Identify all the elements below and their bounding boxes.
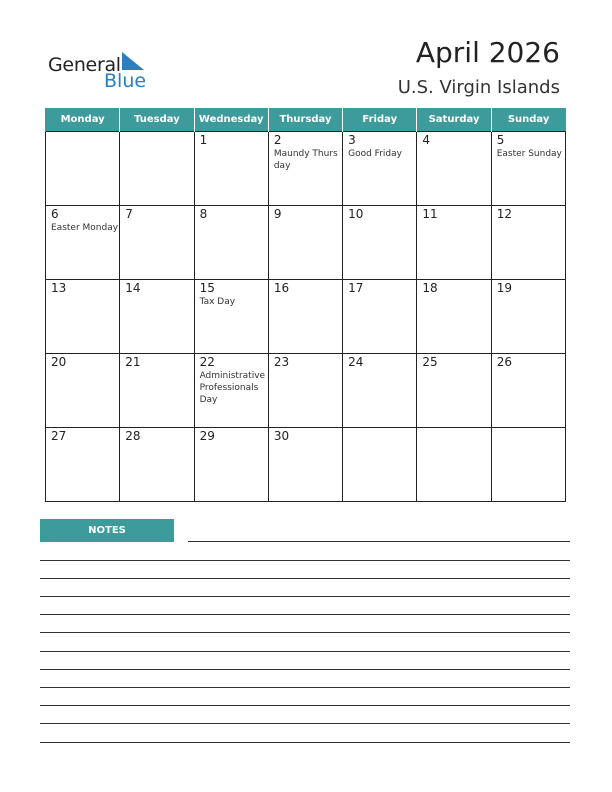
notes-line[interactable] xyxy=(40,578,570,579)
week-row xyxy=(46,428,566,502)
day-number: 11 xyxy=(422,207,438,221)
weekday-header: Friday xyxy=(343,108,417,132)
notes-line[interactable] xyxy=(40,596,570,597)
notes-line[interactable] xyxy=(188,541,570,542)
notes-line[interactable] xyxy=(40,651,570,652)
calendar-grid xyxy=(45,108,566,502)
holiday-label: Tax Day xyxy=(199,297,236,307)
day-cell xyxy=(491,354,565,428)
day-cell xyxy=(268,280,342,354)
notes-line[interactable] xyxy=(40,614,570,615)
day-number: 19 xyxy=(496,281,512,295)
day-cell xyxy=(120,354,194,428)
weekday-header: Saturday xyxy=(417,108,491,132)
holiday-label: Good Friday xyxy=(348,149,402,159)
notes-line[interactable] xyxy=(40,687,570,688)
notes-line[interactable] xyxy=(40,723,570,724)
day-number: 1 xyxy=(199,133,208,147)
day-cell xyxy=(343,280,417,354)
day-cell xyxy=(268,354,342,428)
day-number: 26 xyxy=(496,355,512,369)
day-cell xyxy=(194,428,268,502)
day-cell xyxy=(343,354,417,428)
day-cell xyxy=(194,132,268,206)
day-number: 22 xyxy=(199,355,215,369)
weekday-header: Wednesday xyxy=(194,108,268,132)
logo-word-general: General xyxy=(48,54,121,76)
notes-line[interactable] xyxy=(40,705,570,706)
notes-line[interactable] xyxy=(40,669,570,670)
day-cell xyxy=(46,132,120,206)
day-number: 10 xyxy=(348,207,364,221)
day-number: 18 xyxy=(422,281,438,295)
day-cell xyxy=(417,428,491,502)
day-cell xyxy=(491,428,565,502)
week-row xyxy=(46,280,566,354)
page-title: April 2026 xyxy=(415,36,560,69)
day-number: 15 xyxy=(199,281,215,295)
day-number: 29 xyxy=(199,429,215,443)
day-cell xyxy=(343,132,417,206)
day-cell xyxy=(46,354,120,428)
week-row xyxy=(46,354,566,428)
week-row xyxy=(46,206,566,280)
day-cell xyxy=(194,354,268,428)
day-number: 20 xyxy=(51,355,67,369)
holiday-label: Administrative Professionals Day xyxy=(199,371,266,405)
day-cell xyxy=(491,132,565,206)
notes-line[interactable] xyxy=(40,632,570,633)
holiday-label: Easter Sunday xyxy=(496,149,562,159)
weekday-header: Monday xyxy=(46,108,120,132)
day-cell xyxy=(417,132,491,206)
day-cell xyxy=(268,132,342,206)
day-number: 9 xyxy=(273,207,282,221)
week-row xyxy=(46,132,566,206)
day-number: 17 xyxy=(348,281,364,295)
day-number: 3 xyxy=(348,133,356,147)
day-number: 5 xyxy=(496,133,505,147)
day-number: 7 xyxy=(125,207,133,221)
day-number: 23 xyxy=(273,355,290,369)
day-cell xyxy=(194,280,268,354)
day-cell xyxy=(120,132,194,206)
day-number: 21 xyxy=(125,355,141,369)
day-number: 2 xyxy=(273,133,282,147)
day-cell xyxy=(120,428,194,502)
notes-line[interactable] xyxy=(40,560,570,561)
day-number: 16 xyxy=(273,281,290,295)
day-number: 28 xyxy=(125,429,141,443)
day-cell xyxy=(120,206,194,280)
day-number: 8 xyxy=(199,207,208,221)
day-cell xyxy=(417,280,491,354)
day-cell xyxy=(46,428,120,502)
day-cell xyxy=(46,206,120,280)
day-number: 25 xyxy=(422,355,438,369)
day-number: 30 xyxy=(273,429,290,443)
weekday-header: Thursday xyxy=(268,108,342,132)
day-cell xyxy=(268,428,342,502)
day-cell xyxy=(417,354,491,428)
logo-triangle-icon xyxy=(120,52,144,70)
day-number: 4 xyxy=(422,133,431,147)
weekday-header-row xyxy=(46,108,566,132)
day-cell xyxy=(417,206,491,280)
weekday-header: Sunday xyxy=(491,108,565,132)
day-cell xyxy=(194,206,268,280)
page-subtitle: U.S. Virgin Islands xyxy=(397,77,560,98)
day-cell xyxy=(343,206,417,280)
day-cell xyxy=(343,428,417,502)
notes-heading: NOTES xyxy=(40,519,174,542)
day-number: 24 xyxy=(348,355,364,369)
weekday-header: Tuesday xyxy=(120,108,194,132)
day-cell xyxy=(120,280,194,354)
day-cell xyxy=(268,206,342,280)
day-cell xyxy=(491,280,565,354)
holiday-label: Easter Monday xyxy=(51,223,119,233)
logo-word-blue: Blue xyxy=(104,70,147,92)
day-cell xyxy=(491,206,565,280)
day-number: 12 xyxy=(496,207,512,221)
day-number: 13 xyxy=(51,281,67,295)
day-cell xyxy=(46,280,120,354)
day-number: 6 xyxy=(51,207,59,221)
notes-line[interactable] xyxy=(40,742,570,743)
day-number: 14 xyxy=(125,281,141,295)
holiday-label: Maundy Thursday xyxy=(273,149,338,171)
day-number: 27 xyxy=(51,429,67,443)
